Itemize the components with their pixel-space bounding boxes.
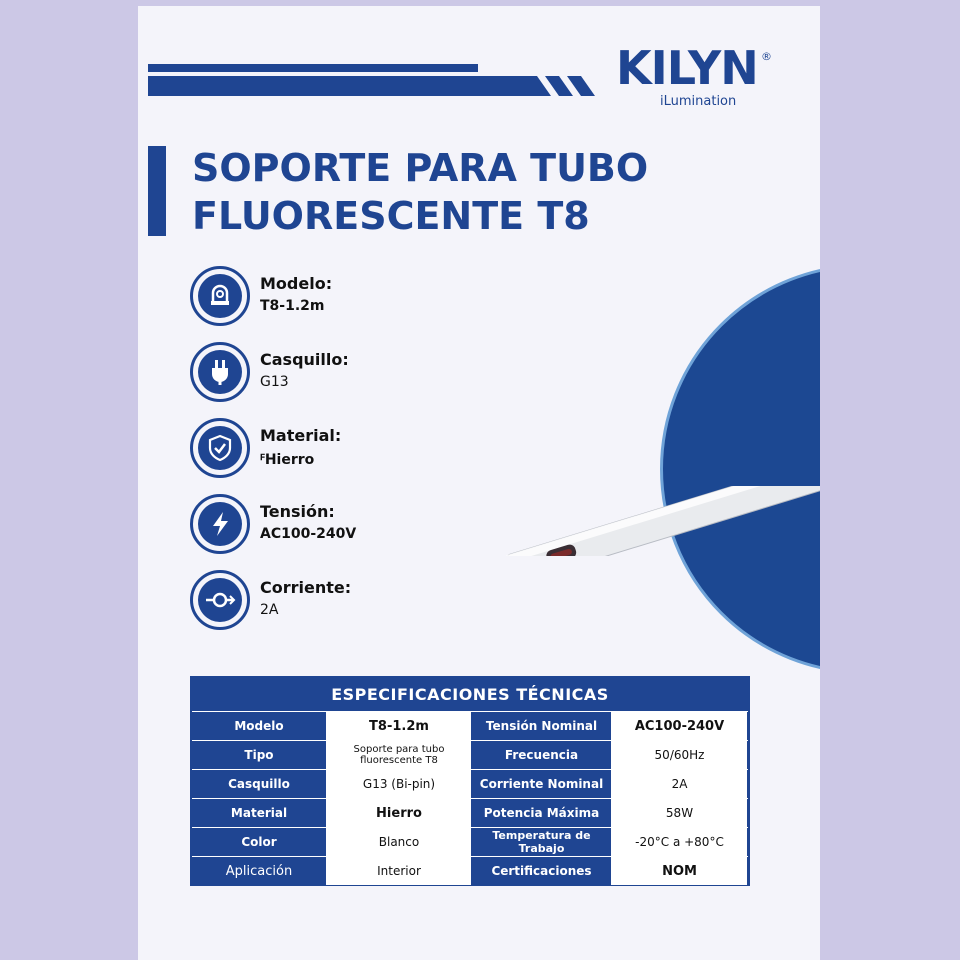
table-row bbox=[192, 856, 748, 885]
spec-key: Frecuencia bbox=[472, 741, 612, 769]
spec-key: Potencia Máxima bbox=[472, 799, 612, 827]
brand-logo bbox=[616, 41, 776, 114]
feature-value: G13 bbox=[260, 374, 289, 390]
feature-modelo bbox=[190, 266, 510, 326]
lightning-icon bbox=[205, 509, 235, 539]
feature-tension bbox=[190, 494, 510, 554]
feature-label: Casquillo: bbox=[260, 350, 349, 369]
feature-label: Corriente: bbox=[260, 578, 352, 597]
spec-key: Color bbox=[192, 828, 327, 856]
feature-icon-badge bbox=[190, 266, 250, 326]
table-row bbox=[192, 798, 748, 827]
decorative-circle bbox=[660, 264, 820, 674]
spec-key: Material bbox=[192, 799, 327, 827]
page-title bbox=[192, 144, 648, 240]
table-row bbox=[192, 740, 748, 769]
table-row bbox=[192, 827, 748, 856]
spec-key: Aplicación bbox=[192, 857, 327, 885]
shield-check-icon bbox=[205, 433, 235, 463]
feature-label: Material: bbox=[260, 426, 342, 445]
spec-value: NOM bbox=[612, 857, 748, 885]
fluorescent-tube-image bbox=[483, 486, 820, 556]
current-flow-icon bbox=[204, 585, 236, 615]
spec-key: Temperatura de Trabajo bbox=[472, 828, 612, 856]
spec-key: Tipo bbox=[192, 741, 327, 769]
feature-corriente bbox=[190, 570, 510, 630]
specs-table bbox=[190, 676, 750, 886]
spec-key: Corriente Nominal bbox=[472, 770, 612, 798]
feature-value: AC100-240V bbox=[260, 526, 357, 542]
spec-value: Interior bbox=[327, 857, 472, 885]
spec-value: T8-1.2m bbox=[327, 712, 472, 740]
feature-icon-badge bbox=[190, 418, 250, 478]
feature-value: T8-1.2m bbox=[260, 298, 325, 314]
spec-value: AC100-240V bbox=[612, 712, 748, 740]
background-border-left bbox=[0, 0, 138, 960]
plug-icon bbox=[205, 357, 235, 387]
feature-icon-badge bbox=[190, 494, 250, 554]
spec-key: Certificaciones bbox=[472, 857, 612, 885]
table-row bbox=[192, 769, 748, 798]
background-border-right bbox=[820, 0, 960, 960]
spec-value: Hierro bbox=[327, 799, 472, 827]
spec-value: 50/60Hz bbox=[612, 741, 748, 769]
registered-mark: ® bbox=[761, 50, 772, 63]
feature-icon-badge bbox=[190, 570, 250, 630]
brand-name: KILYN bbox=[616, 41, 758, 95]
spec-key: Casquillo bbox=[192, 770, 327, 798]
decorative-stripe bbox=[148, 76, 548, 96]
feature-value: ꟳHierro bbox=[260, 452, 315, 468]
spec-value: G13 (Bi-pin) bbox=[327, 770, 472, 798]
title-line-1: SOPORTE PARA TUBO bbox=[192, 146, 649, 190]
decorative-stripe bbox=[148, 64, 478, 72]
spec-value: -20°C a +80°C bbox=[612, 828, 748, 856]
feature-icon-badge bbox=[190, 342, 250, 402]
spec-value: Soporte para tubo fluorescente T8 bbox=[327, 741, 472, 769]
feature-casquillo bbox=[190, 342, 510, 402]
spec-key: Modelo bbox=[192, 712, 327, 740]
specs-table-heading: ESPECIFICACIONES TÉCNICAS bbox=[331, 685, 609, 704]
feature-material bbox=[190, 418, 510, 478]
table-row bbox=[192, 711, 748, 740]
feature-label: Modelo: bbox=[260, 274, 333, 293]
spec-value: 58W bbox=[612, 799, 748, 827]
spec-value: Blanco bbox=[327, 828, 472, 856]
feature-value: 2A bbox=[260, 602, 279, 618]
title-accent-bar bbox=[148, 146, 166, 236]
feature-label: Tensión: bbox=[260, 502, 335, 521]
spec-value: 2A bbox=[612, 770, 748, 798]
spec-key: Tensión Nominal bbox=[472, 712, 612, 740]
title-line-2: FLUORESCENTE T8 bbox=[192, 194, 590, 238]
brand-subtitle: iLumination bbox=[660, 94, 737, 109]
product-sheet bbox=[138, 6, 820, 960]
lamp-holder-icon bbox=[205, 281, 235, 311]
